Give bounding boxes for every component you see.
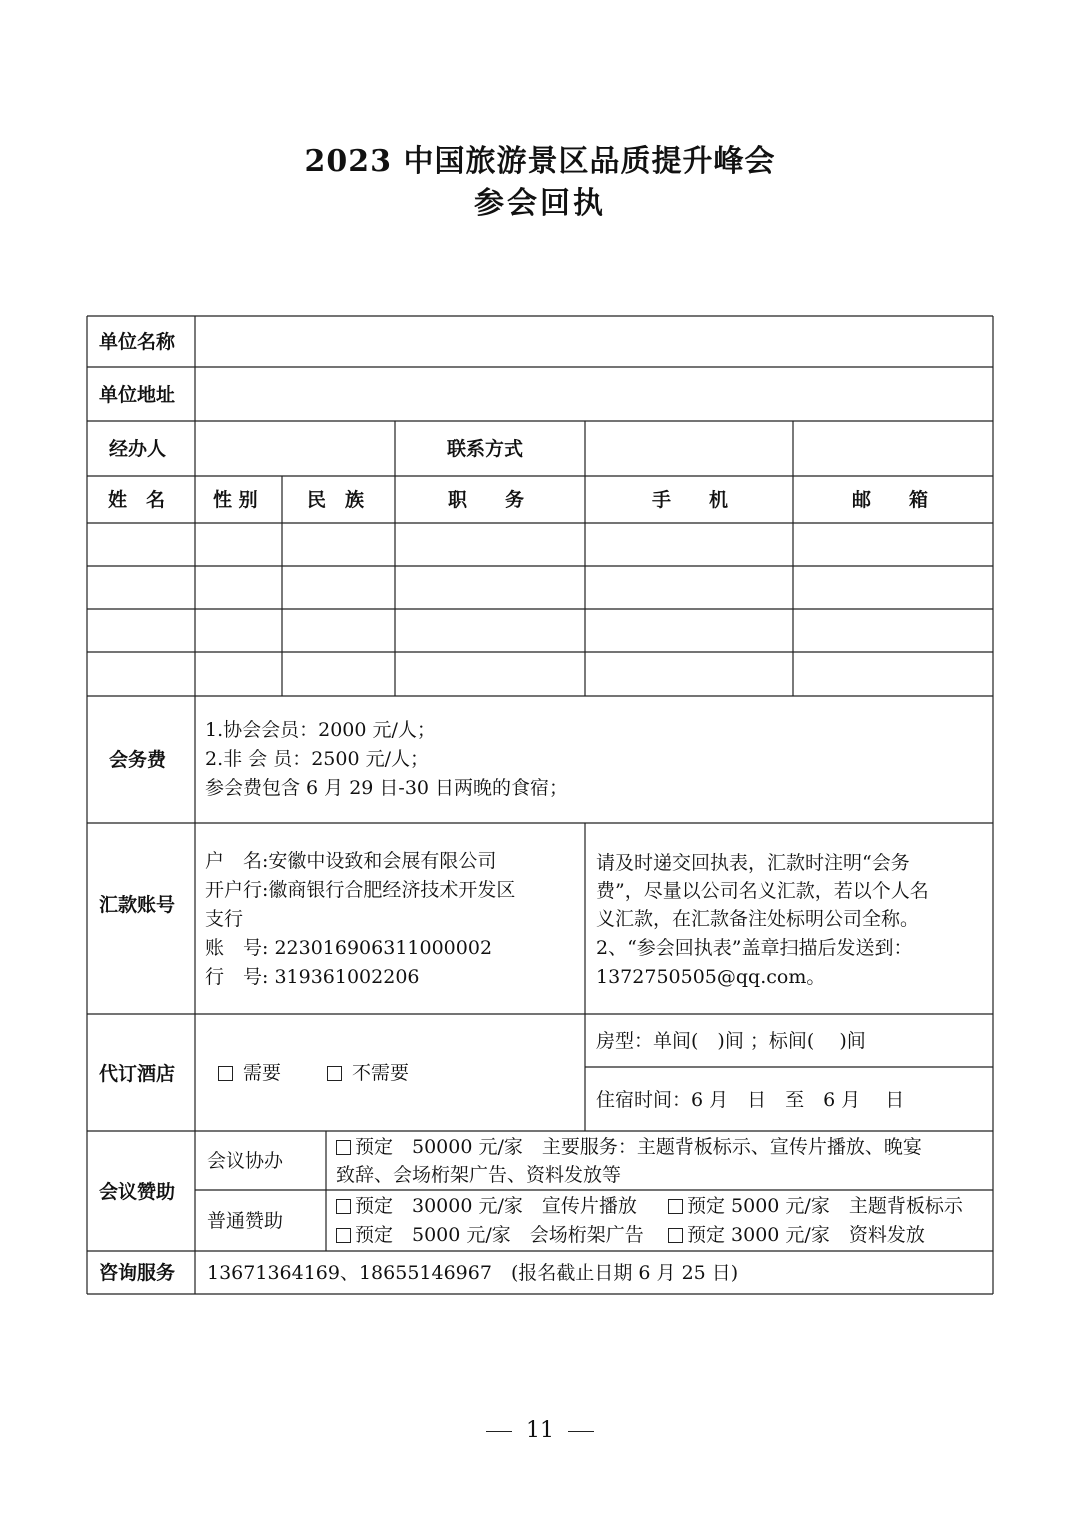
col-gender-header: 性 别 bbox=[213, 489, 258, 511]
fee-line-2: 2.非 会 员：2500 元/人； bbox=[205, 748, 430, 770]
sponsor-30000-text: 预定 30000 元/家 宣传片播放 bbox=[355, 1195, 637, 1217]
sponsor-3000-text: 预定 3000 元/家 资料发放 bbox=[687, 1224, 925, 1246]
sponsor-label: 会议赞助 bbox=[99, 1181, 176, 1203]
page-footer bbox=[0, 1418, 1080, 1443]
bank-code: 行 号: 319361002206 bbox=[205, 966, 420, 988]
co-organizer-text-cont: 致辞、会场桁架广告、资料发放等 bbox=[336, 1164, 622, 1186]
fee-label: 会务费 bbox=[109, 749, 167, 771]
sponsor-option-3000[interactable] bbox=[668, 1221, 925, 1249]
remittance-note-4: 2、“参会回执表”盖章扫描后发送到： bbox=[596, 937, 913, 959]
col-name-header: 姓 名 bbox=[108, 489, 166, 511]
account-label: 汇款账号 bbox=[99, 894, 176, 916]
remittance-email: 1372750505@qq.com。 bbox=[596, 966, 826, 988]
sponsor-option-30000[interactable] bbox=[336, 1192, 637, 1220]
hotel-label: 代订酒店 bbox=[99, 1063, 176, 1085]
col-position-header: 职 务 bbox=[448, 489, 525, 511]
footer-dash-right bbox=[568, 1431, 594, 1432]
no-need-checkbox[interactable] bbox=[327, 1066, 342, 1081]
handler-label: 经办人 bbox=[109, 438, 167, 460]
col-mobile-header: 手 机 bbox=[652, 489, 729, 511]
normal-sponsor-label: 普通赞助 bbox=[207, 1210, 284, 1232]
sponsor-option-5000-backdrop[interactable] bbox=[668, 1192, 963, 1220]
co-organizer-option[interactable] bbox=[336, 1133, 922, 1161]
need-label: 需要 bbox=[243, 1062, 282, 1084]
document-subtitle: 参会回执 bbox=[474, 186, 606, 221]
room-type: 房型：单间( )间 ；标间( )间 bbox=[596, 1030, 866, 1052]
account-holder: 户 名:安徽中设致和会展有限公司 bbox=[205, 850, 497, 872]
co-organizer-text: 预定 50000 元/家 主要服务：主题背板标示、宣传片播放、晚宴 bbox=[355, 1136, 922, 1158]
contact-label: 联系方式 bbox=[447, 438, 524, 460]
co-organizer-checkbox[interactable] bbox=[336, 1140, 351, 1155]
hotel-no-need-option[interactable] bbox=[327, 1059, 409, 1087]
consult-label: 咨询服务 bbox=[99, 1262, 176, 1284]
col-email-header: 邮 箱 bbox=[852, 489, 929, 511]
unit-name-label: 单位名称 bbox=[99, 331, 176, 353]
consult-value: 13671364169、18655146967 (报名截止日期 6 月 25 日) bbox=[207, 1262, 739, 1284]
account-bank-branch: 支行 bbox=[205, 908, 244, 930]
sponsor-3000-checkbox[interactable] bbox=[668, 1228, 683, 1243]
sponsor-5000-backdrop-text: 预定 5000 元/家 主题背板标示 bbox=[687, 1195, 963, 1217]
sponsor-5000-truss-text: 预定 5000 元/家 会场桁架广告 bbox=[355, 1224, 644, 1246]
sponsor-option-5000-truss[interactable] bbox=[336, 1221, 644, 1249]
remittance-note-2: 费”，尽量以公司名义汇款，若以个人名 bbox=[596, 880, 929, 902]
fee-line-3: 参会费包含 6 月 29 日-30 日两晚的食宿； bbox=[205, 777, 569, 799]
document-title: 2023 中国旅游景区品质提升峰会 bbox=[304, 144, 776, 179]
co-organizer-label: 会议协办 bbox=[207, 1150, 284, 1172]
no-need-label: 不需要 bbox=[352, 1062, 410, 1084]
account-number: 账 号: 223016906311000002 bbox=[205, 937, 493, 959]
footer-dash-left bbox=[486, 1431, 512, 1432]
remittance-note-3: 义汇款，在汇款备注处标明公司全称。 bbox=[596, 908, 920, 930]
sponsor-5000-truss-checkbox[interactable] bbox=[336, 1228, 351, 1243]
unit-address-label: 单位地址 bbox=[99, 384, 176, 406]
stay-time: 住宿时间：6 月 日 至 6 月 日 bbox=[596, 1089, 905, 1111]
col-ethnicity-header: 民 族 bbox=[307, 489, 365, 511]
need-checkbox[interactable] bbox=[218, 1066, 233, 1081]
fee-line-1: 1.协会会员：2000 元/人； bbox=[205, 719, 436, 741]
sponsor-5000-backdrop-checkbox[interactable] bbox=[668, 1199, 683, 1214]
sponsor-30000-checkbox[interactable] bbox=[336, 1199, 351, 1214]
remittance-note-1: 请及时递交回执表，汇款时注明“会务 bbox=[596, 852, 910, 874]
hotel-need-option[interactable] bbox=[218, 1059, 281, 1087]
account-bank: 开户行:徽商银行合肥经济技术开发区 bbox=[205, 879, 516, 901]
page-number: 11 bbox=[526, 1418, 554, 1443]
